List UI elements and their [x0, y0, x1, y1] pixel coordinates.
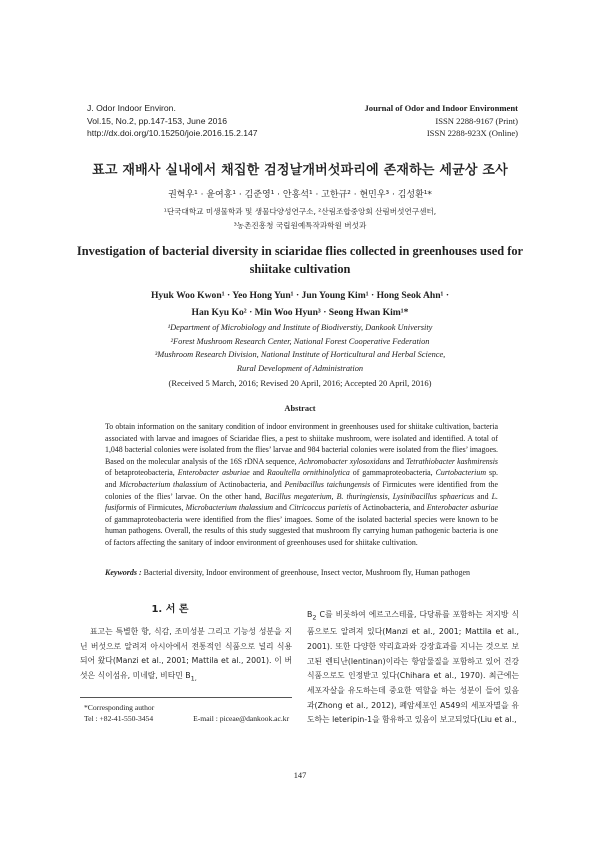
- english-authors-line-2: Han Kyu Ko² · Min Woo Hyun³ · Seong Hwan Kim¹*: [191, 307, 409, 318]
- species-name: Achromobacter xylosoxidans: [298, 456, 391, 466]
- abstract-text: of Actinobacteria, and: [207, 479, 285, 489]
- abstract-text: of Firmicutes,: [136, 503, 186, 513]
- subscript: 2: [312, 613, 317, 622]
- species-name: Enterobacter asburiae: [426, 503, 499, 513]
- english-title: Investigation of bacterial diversity in sciaridae flies collected in greenhouses used for shiitake cultivation: [76, 244, 524, 276]
- email-address[interactable]: E-mail : piceae@dankook.ac.kr: [193, 713, 290, 723]
- doi-link[interactable]: http://dx.doi.org/10.15250/joie.2016.15.2.147: [87, 128, 258, 138]
- species-name: L. fusiformis: [105, 491, 498, 513]
- korean-affiliation-1: ¹단국대학교 미생물학과 및 생물다양성연구소, ²산림조합중앙회 산림버섯연구센터,: [163, 207, 437, 216]
- abstract-text: and: [390, 456, 407, 466]
- english-affiliations: [70, 321, 530, 375]
- abstract-text: and: [249, 468, 268, 478]
- abstract-text: of gammaproteobacteria,: [349, 468, 436, 478]
- received-dates: (Received 5 March, 2016; Revised 20 April, 2016; Accepted 20 April, 2016): [168, 378, 432, 388]
- footnote: [84, 703, 296, 724]
- body-column-right: [307, 608, 519, 728]
- intro-text-left: 표고는 특별한 향, 식감, 조미성분 그리고 기능성 성분을 지닌 버섯으로 알려져 아시아에서 전통적인 식품으로 널리 식용되어 왔다(Manzi et al., 2001; Mattila et al., 2001). 이 버섯은 식이섬유, 미네랄, 비타민 B: [80, 627, 292, 681]
- species-name: Citricoccus parietis: [289, 503, 352, 513]
- abstract-text: sp. and: [105, 468, 498, 489]
- abstract-text: of Firmicutes were identified from the colonies of the flies’ larvae. On the other hand,: [105, 479, 498, 501]
- species-name: Bacillus megaterium, B. thuringiensis, Lysinibacillus sphaericus: [264, 491, 475, 501]
- english-affiliation-2: ²Forest Mushroom Research Center, National Forest Cooperative Federation: [170, 336, 430, 346]
- subscript: 1,: [190, 674, 197, 683]
- journal-header-left: [87, 102, 258, 140]
- keywords-list: Bacterial diversity, Indoor environment of greenhouse, Insect vector, Mushroom fly, Human pathogen: [141, 568, 470, 577]
- english-authors-line-1: Hyuk Woo Kwon¹ · Yeo Hong Yun¹ · Jun Young Kim¹ · Hong Seok Ahn¹ ·: [150, 290, 450, 301]
- korean-affiliation-2: ³농촌진흥청 국립원예특작과학원 버섯과: [233, 221, 367, 230]
- body-column-left: [80, 625, 292, 686]
- section-heading-introduction: 1. 서 론: [151, 604, 189, 615]
- abstract-text: and: [474, 491, 492, 501]
- intro-text-right: C를 비롯하여 에르고스테롤, 다당류를 포함하는 저지방 식품으로도 알려져 있다(Manzi et al., 2001; Mattila et al., 2001). 또한 다양한 약리효과와 강장효과를 지니는 것으로 보고된 렌티난(lentinan)이라는 항암물질을 포함하고 있어 건강식품으로도 인정받고 있다(Chihara et al., 1970). 최근에는 세포자살을 유도하는데 중요한 역할을 하는 성분이 들어 있음과(Zhong et al., 2012), 폐암세포인 A549의 세포자멸을 유도하는 leteripin-1을 함유하고 있음이 보고되었다(Liu et al.,: [307, 610, 519, 725]
- english-affiliation-4: Rural Development of Administration: [236, 363, 364, 373]
- species-name: Tetrathiobacter kashmirensis: [406, 456, 498, 466]
- corresponding-author-label: *Corresponding author: [84, 703, 155, 712]
- abstract-text: of gammaproteobacteria were identified from the flies’ imagoes. Some of the isolated bacterial species were known to be human pathogens. Overall, the results of this study suggested that mushroom fly carrying human pathogenic bacteria is one of factors affecting the sanitary of indoor environment of greenhouses used for shiitake cultivation.: [105, 514, 498, 547]
- abstract-heading: Abstract: [284, 404, 316, 413]
- english-affiliation-1: ¹Department of Microbiology and Institute of Biodiverstiy, Dankook University: [167, 323, 433, 332]
- abstract-text: of Actinobacteria, and: [351, 503, 427, 513]
- contact-line: [84, 714, 296, 725]
- issn-print: ISSN 2288-9167 (Print): [435, 115, 518, 126]
- keywords-line: [105, 568, 500, 577]
- abstract-body: [105, 421, 498, 549]
- english-affiliation-3: ³Mushroom Research Division, National Institute of Horticultural and Herbal Science,: [154, 350, 446, 359]
- korean-authors: 권혁우¹ · 윤여홍¹ · 김준영¹ · 안홍석¹ · 고한규² · 현민우³ · 김성환¹*: [168, 190, 432, 200]
- footnote-divider: [80, 697, 292, 698]
- species-name: Raoultella ornithinolytica: [267, 468, 350, 478]
- abstract-text: To obtain information on the sanitary condition of indoor environment in greenhouses used for shiitake cultivation, bacteria associated with larvae and imagoes of Sciaridae flies, a pest to shiitake mushroom, were isolated and identified. A total of 1,048 bacterial colonies were isolated from the flies’ larvae and 984 bacterial colonies were isolated from the flies’ imagoes. Based on the molecular analysis of the 16S rDNA sequence,: [105, 422, 498, 466]
- journal-name: Journal of Odor and Indoor Environment: [364, 103, 518, 113]
- volume-info: Vol.15, No.2, pp.147-153, June 2016: [87, 115, 227, 126]
- abstract-text: and: [273, 503, 290, 513]
- species-name: Enterobacter asburiae: [177, 468, 250, 478]
- species-name: Microbacterium thalassium: [185, 503, 274, 513]
- intro-text-right-prefix: B: [307, 610, 313, 619]
- english-authors: [70, 287, 530, 321]
- journal-header-right: [364, 102, 518, 140]
- species-name: Curtobacterium: [435, 468, 487, 478]
- keywords-label: Keywords :: [105, 568, 142, 577]
- telephone: Tel : +82-41-550-3454: [84, 713, 154, 723]
- species-name: Penibacillus taichungensis: [284, 479, 371, 489]
- korean-title: 표고 재배사 실내에서 채집한 검정날개버섯파리에 존재하는 세균상 조사: [92, 163, 508, 178]
- page-number: 147: [293, 771, 307, 780]
- species-name: Microbacterium thalassium: [119, 479, 208, 489]
- issn-online: ISSN 2288-923X (Online): [426, 128, 518, 138]
- abstract-text: of betaproteobacteria,: [105, 468, 178, 478]
- journal-abbrev: J. Odor Indoor Environ.: [87, 103, 176, 113]
